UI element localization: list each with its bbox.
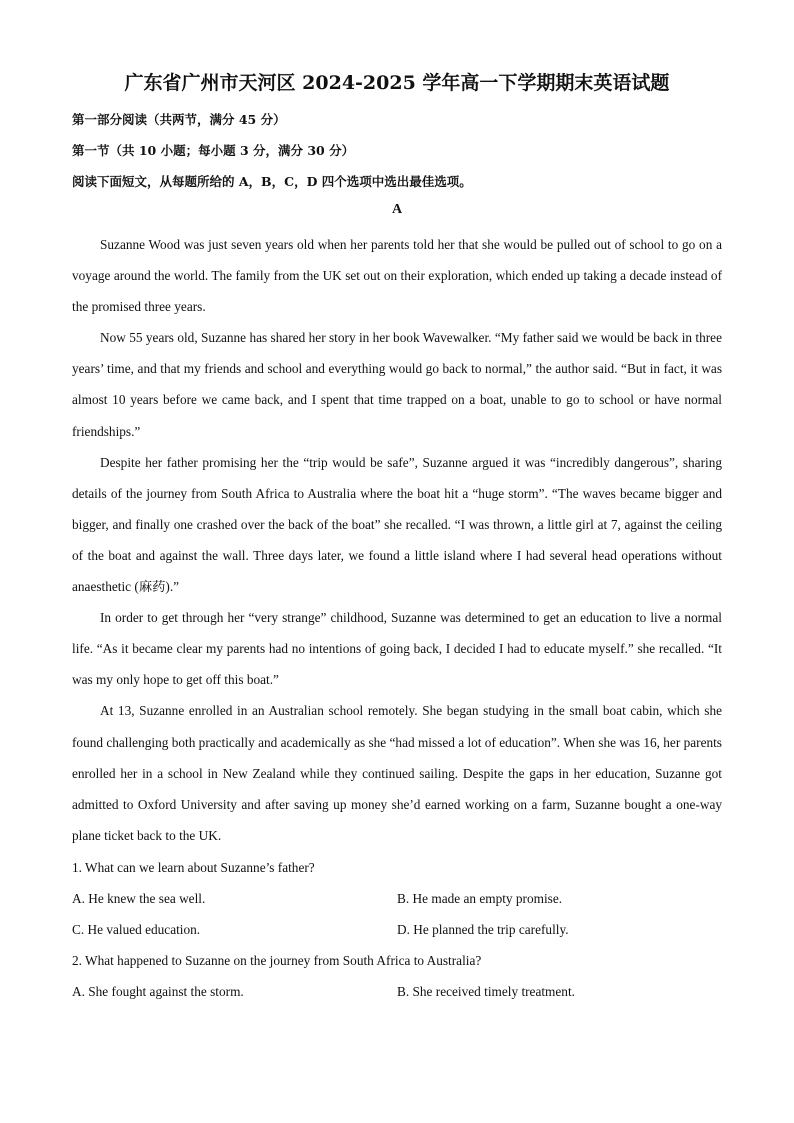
- passage-paragraph: In order to get through her “very strange” childhood, Suzanne was determined to get an education to live a normal life. “As it became clear my parents had no intentions of going back, I decided I had to educate myself.” she recalled. “It was my only hope to get off this boat.”: [72, 610, 722, 688]
- question-1-option-a: A. He knew the sea well.: [72, 891, 206, 906]
- question-2-option-b: B. She received timely treatment.: [397, 984, 575, 999]
- question-2-stem: 2. What happened to Suzanne on the journey from South Africa to Australia?: [72, 953, 482, 968]
- document-title: 广东省广州市天河区 2024-2025 学年高一下学期期末英语试题: [124, 72, 670, 94]
- question-1-stem: 1. What can we learn about Suzanne’s father?: [72, 860, 315, 875]
- section-heading: 第一节（共 10 小题；每小题 3 分，满分 30 分）: [72, 143, 355, 158]
- passage-paragraph: Now 55 years old, Suzanne has shared her story in her book Wavewalker. “My father said we would be back in three years’ time, and that my friends and school and everything would go back to normal,” the author said. “But in fact, it was almost 10 years before we came back, and I spent that time trapped on a boat, unable to go to school or have normal friendships.”: [72, 330, 722, 439]
- question-1-option-b: B. He made an empty promise.: [397, 891, 563, 906]
- passage-paragraph: At 13, Suzanne enrolled in an Australian school remotely. She began studying in the small boat cabin, which she found challenging both practically and academically as she “had missed a lot of education”. When she was 16, her parents enrolled her in a school in New Zealand while they continued sailing. Despite the gaps in her education, Suzanne got admitted to Oxford University and after saving up money she’d earned working on a farm, Suzanne bought a one-way plane ticket back to the UK.: [72, 703, 722, 843]
- question-1-option-d: D. He planned the trip carefully.: [397, 922, 569, 937]
- reading-passage: [72, 229, 722, 851]
- question-2-option-a: A. She fought against the storm.: [72, 984, 244, 999]
- instruction-text: 阅读下面短文，从每题所给的 A，B，C，D 四个选项中选出最佳选项。: [72, 174, 472, 189]
- passage-paragraph: Suzanne Wood was just seven years old when her parents told her that she would be pulled out of school to go on a voyage around the world. The family from the UK set out on their exploration, which ended up taking a decade instead of the promised three years.: [72, 237, 722, 315]
- passage-paragraph: Despite her father promising her the “trip would be safe”, Suzanne argued it was “incredibly dangerous”, sharing details of the journey from South Africa to Australia where the boat hit a “huge storm”. “The waves became bigger and bigger, and finally one crashed over the back of the boat” she recalled. “I was thrown, a little girl at 7, against the ceiling of the boat and against the wall. Three days later, we found a little island where I had several head operations without anaesthetic (麻药).”: [72, 454, 722, 595]
- question-1-option-c: C. He valued education.: [72, 922, 201, 937]
- part-heading: 第一部分阅读（共两节，满分 45 分）: [72, 112, 286, 127]
- passage-label: A: [391, 202, 403, 217]
